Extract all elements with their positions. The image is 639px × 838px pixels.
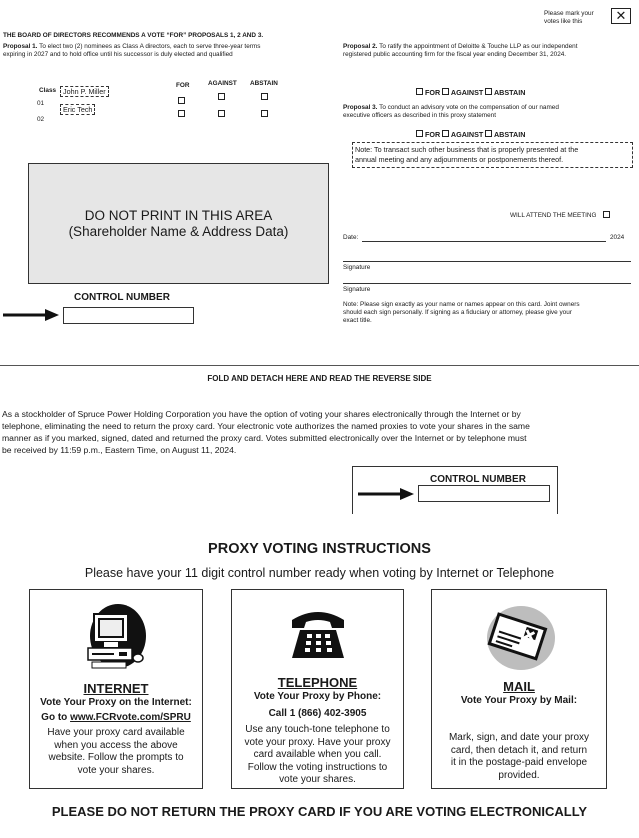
telephone-body-line4: Follow the voting instructions to [247, 761, 388, 773]
control-number-field-2[interactable] [418, 485, 550, 502]
internet-panel [29, 589, 203, 789]
proposal-1-line1: To elect two (2) nominees as Class A directors, each to serve three-year terms [39, 43, 261, 50]
attend-meeting-label: WILL ATTEND THE MEETING [510, 212, 597, 219]
mark-votes-line1: Please mark your [544, 10, 594, 17]
telephone-number[interactable]: Call 1 (866) 402-3905 [268, 708, 367, 719]
arrow-right-icon-2 [358, 487, 414, 501]
signature-line-1[interactable] [343, 261, 631, 262]
internet-url-link[interactable]: www.FCRvote.com/SPRU [70, 712, 191, 723]
internet-goto [30, 712, 202, 723]
proposal-3-abstain-checkbox[interactable] [485, 130, 492, 137]
signature-label-2: Signature [343, 286, 371, 293]
telephone-panel [231, 589, 404, 789]
telephone-icon [286, 606, 350, 662]
proposal-3-abstain-label: ABSTAIN [493, 130, 526, 139]
internet-body-line3: website. Follow the prompts to [48, 752, 184, 763]
mark-votes-line2: votes like this [544, 18, 583, 25]
attend-meeting-checkbox[interactable] [603, 211, 610, 218]
board-recommendation: THE BOARD OF DIRECTORS RECOMMENDS A VOTE “FOR” PROPOSALS 1, 2 AND 3. [3, 32, 264, 39]
telephone-body-line3: card available when you call. [253, 749, 382, 760]
proposal-3-line1: To conduct an advisory vote on the compensation of our named [379, 104, 559, 111]
internet-body-line4: vote your shares. [77, 764, 155, 776]
telephone-title: TELEPHONE [277, 675, 358, 690]
paragraph-line3: manner as if you marked, signed, dated and returned the proxy card. Votes submitted electronically over the Internet or by telephone must [2, 433, 527, 443]
proposal-2-line1: To ratify the appointment of Deloitte & Touche LLP as our independent [379, 43, 578, 50]
date-label: Date: [343, 234, 359, 241]
note-other-business [352, 142, 633, 168]
envelope-icon [481, 602, 557, 672]
mark-votes-instruction [544, 10, 594, 26]
internet-goto-label: Go to [41, 712, 68, 723]
telephone-body-line2: vote your proxy. Have your proxy [244, 736, 391, 748]
proposal-2-options [416, 88, 525, 97]
column-for: FOR [176, 82, 190, 89]
electronic-voting-paragraph [2, 408, 639, 456]
mail-title: MAIL [503, 679, 535, 694]
internet-title: INTERNET [83, 681, 149, 696]
fold-instruction: FOLD AND DETACH HERE AND READ THE REVERSE SIDE [207, 374, 432, 383]
mail-body-line1: Mark, sign, and date your proxy [448, 732, 590, 743]
control-number-field[interactable] [63, 307, 194, 324]
paragraph-line4: be received by 11:59 p.m., Eastern Time, on August 11, 2024. [2, 445, 237, 455]
nominee-name-2: Eric Tech [60, 104, 95, 115]
footer-warning: PLEASE DO NOT RETURN THE PROXY CARD IF YOU ARE VOTING ELECTRONICALLY [51, 804, 588, 819]
do-not-print-line2: (Shareholder Name & Address Data) [68, 224, 289, 239]
paragraph-line1: As a stockholder of Spruce Power Holding Corporation you have the option of voting your shares electronically through the Internet or by [2, 409, 521, 419]
mail-body-line4: provided. [498, 769, 540, 781]
internet-body-line2: when you access the above [54, 739, 178, 751]
nominee-1-abstain-checkbox[interactable] [261, 93, 268, 100]
computer-icon [84, 602, 148, 672]
shareholder-address-area [28, 163, 329, 284]
proposal-2-for-label: FOR [425, 88, 441, 97]
column-abstain: ABSTAIN [250, 80, 278, 87]
control-number-label: CONTROL NUMBER [74, 292, 170, 303]
proposal-2-label: Proposal 2. [343, 43, 378, 50]
proposal-1-text [3, 43, 333, 59]
proposal-2-for-checkbox[interactable] [416, 88, 423, 95]
proposal-3-for-label: FOR [425, 130, 441, 139]
proposal-2-abstain-checkbox[interactable] [485, 88, 492, 95]
internet-subtitle: Vote Your Proxy on the Internet: [40, 697, 192, 708]
mail-body-line2: card, then detach it, and return [450, 744, 588, 756]
nominee-number-1: 01 [37, 100, 45, 107]
proposal-3-text [343, 104, 635, 120]
proposal-1-line2: expiring in 2027 and to hold office until his successor is duly elected and qualified [3, 51, 233, 58]
proposal-3-options [416, 130, 525, 139]
nominee-number-2: 02 [37, 116, 45, 123]
date-year: 2024 [610, 234, 625, 241]
mail-body [432, 732, 606, 782]
signature-note [343, 301, 635, 325]
proposal-3-line2: executive officers as described in this proxy statement [343, 112, 496, 119]
fold-line [0, 365, 639, 366]
signature-note-line3: exact title. [343, 317, 372, 324]
instructions-subtitle: Please have your 11 digit control number ready when voting by Internet or Telephone [84, 566, 555, 580]
nominee-1-for-checkbox[interactable] [178, 97, 185, 104]
mark-example-box [611, 8, 631, 24]
proposal-2-text [343, 43, 635, 59]
signature-note-line2: should each sign personally. If signing as a fiduciary or attorney, please give your [343, 309, 572, 316]
mail-body-line3: it in the postage-paid envelope [450, 757, 588, 768]
proposal-3-for-checkbox[interactable] [416, 130, 423, 137]
nominee-2-abstain-checkbox[interactable] [261, 110, 268, 117]
control-number-label-2: CONTROL NUMBER [430, 474, 526, 485]
nominee-1-against-checkbox[interactable] [218, 93, 225, 100]
proposal-3-label: Proposal 3. [343, 104, 378, 111]
mail-panel [431, 589, 607, 789]
proposal-3-against-label: AGAINST [450, 130, 484, 139]
proposal-1-label: Proposal 1. [3, 43, 38, 50]
telephone-subtitle: Vote Your Proxy by Phone: [253, 691, 382, 702]
signature-line-2[interactable] [343, 283, 631, 284]
instructions-title: PROXY VOTING INSTRUCTIONS [208, 541, 431, 557]
column-against: AGAINST [208, 80, 237, 87]
internet-body-line1: Have your proxy card available [47, 727, 185, 738]
nominee-2-against-checkbox[interactable] [218, 110, 225, 117]
internet-body [30, 727, 202, 777]
attend-meeting [510, 211, 610, 220]
proposal-3-against-checkbox[interactable] [442, 130, 449, 137]
signature-note-line1: Note: Please sign exactly as your name or names appear on this card. Joint owners [343, 301, 580, 308]
paragraph-line2: telephone, eliminating the need to return the proxy card. Your electronic vote authorizes the named proxies to vote your shares in the same [2, 421, 530, 431]
nominee-2-for-checkbox[interactable] [178, 110, 185, 117]
telephone-body [232, 724, 403, 787]
nominee-name-1: John P. Miller [60, 86, 109, 97]
proposal-2-abstain-label: ABSTAIN [493, 88, 526, 97]
proposal-2-line2: registered public accounting firm for the fiscal year ending December 31, 2024. [343, 51, 567, 58]
proposal-2-against-checkbox[interactable] [442, 88, 449, 95]
note-business-line1: Note: To transact such other business that is properly presented at the [355, 145, 579, 154]
class-label: Class [39, 87, 57, 94]
signature-label-1: Signature [343, 264, 371, 271]
telephone-body-line1: Use any touch-tone telephone to [245, 724, 390, 735]
arrow-right-icon [3, 308, 59, 322]
do-not-print-line1: DO NOT PRINT IN THIS AREA [84, 208, 273, 223]
note-business-line2: annual meeting and any adjournments or postponements thereof. [355, 155, 564, 164]
date-line[interactable] [362, 241, 606, 242]
proposal-2-against-label: AGAINST [450, 88, 484, 97]
mail-subtitle: Vote Your Proxy by Mail: [460, 695, 578, 706]
telephone-body-line5: vote your shares. [279, 774, 356, 785]
x-mark-icon: ✕ [615, 8, 627, 23]
